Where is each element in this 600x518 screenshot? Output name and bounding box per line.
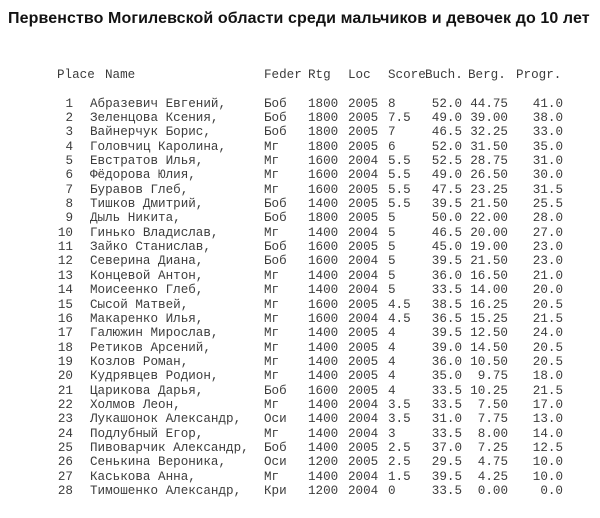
- cell-loc: 2005: [348, 297, 379, 312]
- cell-rtg: 1800: [308, 211, 339, 226]
- cell-feder: Мг: [264, 354, 280, 369]
- cell-berg: 15.25: [470, 311, 508, 326]
- table-row: [0, 168, 600, 182]
- cell-name: Концевой Антон,: [90, 268, 204, 283]
- table-row: [0, 455, 600, 469]
- table-row: [0, 183, 600, 197]
- cell-loc: 2004: [348, 311, 379, 326]
- table-row: [0, 226, 600, 240]
- table-row: [0, 211, 600, 225]
- cell-progr: 21.5: [532, 311, 563, 326]
- table-header-row: [0, 68, 600, 82]
- cell-loc: 2005: [348, 96, 379, 111]
- cell-score: 0: [388, 483, 396, 498]
- cell-buch: 39.5: [431, 469, 462, 484]
- cell-place: 25: [57, 440, 73, 455]
- cell-rtg: 1400: [308, 283, 339, 298]
- table-row: [0, 269, 600, 283]
- cell-berg: 12.50: [470, 326, 508, 341]
- cell-feder: Кри: [264, 483, 287, 498]
- cell-score: 5.5: [388, 168, 411, 183]
- cell-feder: Боб: [264, 96, 287, 111]
- cell-place: 26: [57, 455, 73, 470]
- table-row: [0, 341, 600, 355]
- cell-rtg: 1400: [308, 426, 339, 441]
- cell-berg: 7.25: [477, 440, 508, 455]
- cell-loc: 2005: [348, 383, 379, 398]
- cell-score: 3: [388, 426, 396, 441]
- table-row: [0, 369, 600, 383]
- cell-rtg: 1200: [308, 455, 339, 470]
- cell-name: Козлов Роман,: [90, 354, 189, 369]
- cell-feder: Мг: [264, 426, 280, 441]
- cell-progr: 21.5: [532, 383, 563, 398]
- cell-name: Холмов Леон,: [90, 397, 181, 412]
- cell-loc: 2004: [348, 397, 379, 412]
- cell-progr: 41.0: [532, 96, 563, 111]
- cell-loc: 2005: [348, 455, 379, 470]
- cell-progr: 28.0: [532, 211, 563, 226]
- cell-progr: 18.0: [532, 369, 563, 384]
- cell-place: 8: [65, 197, 73, 212]
- table-row: [0, 283, 600, 297]
- standings-table: [0, 68, 600, 498]
- table-row: [0, 298, 600, 312]
- cell-loc: 2004: [348, 426, 379, 441]
- table-row: [0, 197, 600, 211]
- cell-loc: 2005: [348, 340, 379, 355]
- cell-loc: 2004: [348, 268, 379, 283]
- cell-rtg: 1400: [308, 354, 339, 369]
- cell-feder: Оси: [264, 455, 287, 470]
- cell-name: Пивоварчик Александр,: [90, 440, 249, 455]
- cell-buch: 33.5: [431, 426, 462, 441]
- cell-place: 19: [57, 354, 73, 369]
- cell-score: 5.5: [388, 154, 411, 169]
- table-row: [0, 441, 600, 455]
- cell-berg: 16.50: [470, 268, 508, 283]
- cell-progr: 27.0: [532, 225, 563, 240]
- cell-name: Лукашонок Александр,: [90, 412, 242, 427]
- cell-place: 12: [57, 254, 73, 269]
- cell-name: Кудрявцев Родион,: [90, 369, 219, 384]
- header-buch: Buch.: [425, 68, 463, 82]
- cell-place: 2: [65, 111, 73, 126]
- cell-progr: 31.0: [532, 154, 563, 169]
- cell-feder: Боб: [264, 254, 287, 269]
- table-body: [0, 97, 600, 499]
- cell-berg: 7.50: [477, 397, 508, 412]
- cell-buch: 33.5: [431, 383, 462, 398]
- header-progr: Progr.: [516, 68, 562, 82]
- cell-progr: 23.0: [532, 240, 563, 255]
- cell-berg: 10.25: [470, 383, 508, 398]
- cell-place: 11: [57, 240, 73, 255]
- cell-rtg: 1400: [308, 326, 339, 341]
- cell-score: 8: [388, 96, 396, 111]
- cell-score: 4: [388, 369, 396, 384]
- table-row: [0, 154, 600, 168]
- header-spacer-row: [0, 82, 600, 96]
- cell-score: 2.5: [388, 455, 411, 470]
- cell-loc: 2004: [348, 283, 379, 298]
- cell-rtg: 1400: [308, 268, 339, 283]
- cell-buch: 52.0: [431, 139, 462, 154]
- cell-rtg: 1400: [308, 469, 339, 484]
- cell-buch: 52.0: [431, 96, 462, 111]
- cell-feder: Оси: [264, 412, 287, 427]
- cell-loc: 2004: [348, 254, 379, 269]
- cell-buch: 38.5: [431, 297, 462, 312]
- cell-buch: 46.5: [431, 225, 462, 240]
- cell-score: 4: [388, 340, 396, 355]
- cell-name: Буравов Глеб,: [90, 182, 189, 197]
- table-row: [0, 240, 600, 254]
- cell-berg: 19.00: [470, 240, 508, 255]
- cell-score: 5: [388, 283, 396, 298]
- cell-rtg: 1400: [308, 412, 339, 427]
- cell-place: 18: [57, 340, 73, 355]
- cell-feder: Мг: [264, 297, 280, 312]
- header-score: Score: [388, 68, 426, 82]
- cell-rtg: 1600: [308, 383, 339, 398]
- cell-berg: 28.75: [470, 154, 508, 169]
- cell-rtg: 1400: [308, 397, 339, 412]
- cell-score: 5.5: [388, 197, 411, 212]
- cell-loc: 2005: [348, 125, 379, 140]
- cell-progr: 14.0: [532, 426, 563, 441]
- cell-score: 5: [388, 254, 396, 269]
- cell-buch: 39.5: [431, 326, 462, 341]
- table-row: [0, 97, 600, 111]
- cell-feder: Боб: [264, 211, 287, 226]
- cell-rtg: 1400: [308, 197, 339, 212]
- cell-buch: 50.0: [431, 211, 462, 226]
- cell-berg: 0.00: [477, 483, 508, 498]
- table-row: [0, 427, 600, 441]
- cell-name: Тимошенко Александр,: [90, 483, 242, 498]
- cell-score: 5: [388, 240, 396, 255]
- cell-name: Макаренко Илья,: [90, 311, 204, 326]
- cell-berg: 21.50: [470, 254, 508, 269]
- cell-score: 4: [388, 383, 396, 398]
- cell-name: Гинько Владислав,: [90, 225, 219, 240]
- cell-buch: 35.0: [431, 369, 462, 384]
- table-row: [0, 384, 600, 398]
- table-row: [0, 355, 600, 369]
- cell-score: 3.5: [388, 397, 411, 412]
- cell-progr: 20.5: [532, 340, 563, 355]
- cell-progr: 21.0: [532, 268, 563, 283]
- cell-loc: 2004: [348, 168, 379, 183]
- cell-berg: 20.00: [470, 225, 508, 240]
- cell-berg: 14.50: [470, 340, 508, 355]
- cell-berg: 39.00: [470, 111, 508, 126]
- cell-score: 1.5: [388, 469, 411, 484]
- cell-place: 4: [65, 139, 73, 154]
- cell-loc: 2005: [348, 326, 379, 341]
- cell-name: Зайко Станислав,: [90, 240, 211, 255]
- cell-place: 28: [57, 483, 73, 498]
- table-row: [0, 470, 600, 484]
- cell-buch: 45.0: [431, 240, 462, 255]
- cell-loc: 2005: [348, 182, 379, 197]
- cell-buch: 37.0: [431, 440, 462, 455]
- cell-feder: Боб: [264, 383, 287, 398]
- cell-berg: 9.75: [477, 369, 508, 384]
- cell-buch: 49.0: [431, 111, 462, 126]
- cell-rtg: 1400: [308, 440, 339, 455]
- cell-place: 5: [65, 154, 73, 169]
- cell-place: 15: [57, 297, 73, 312]
- cell-feder: Мг: [264, 225, 280, 240]
- cell-rtg: 1600: [308, 182, 339, 197]
- cell-place: 10: [57, 225, 73, 240]
- cell-score: 4: [388, 354, 396, 369]
- cell-feder: Боб: [264, 125, 287, 140]
- cell-place: 20: [57, 369, 73, 384]
- cell-rtg: 1400: [308, 340, 339, 355]
- cell-score: 5: [388, 211, 396, 226]
- table-row: [0, 484, 600, 498]
- cell-rtg: 1800: [308, 139, 339, 154]
- cell-loc: 2005: [348, 139, 379, 154]
- cell-feder: Мг: [264, 469, 280, 484]
- cell-feder: Мг: [264, 283, 280, 298]
- cell-place: 27: [57, 469, 73, 484]
- cell-rtg: 1200: [308, 483, 339, 498]
- header-loc: Loc: [348, 68, 371, 82]
- cell-score: 4: [388, 326, 396, 341]
- cell-place: 23: [57, 412, 73, 427]
- cell-progr: 30.0: [532, 168, 563, 183]
- table-row: [0, 398, 600, 412]
- cell-buch: 36.0: [431, 268, 462, 283]
- cell-score: 3.5: [388, 412, 411, 427]
- cell-berg: 8.00: [477, 426, 508, 441]
- cell-score: 6: [388, 139, 396, 154]
- cell-progr: 10.0: [532, 469, 563, 484]
- cell-place: 22: [57, 397, 73, 412]
- cell-loc: 2005: [348, 111, 379, 126]
- cell-name: Абразевич Евгений,: [90, 96, 227, 111]
- cell-name: Тишков Дмитрий,: [90, 197, 204, 212]
- cell-place: 21: [57, 383, 73, 398]
- cell-score: 5: [388, 268, 396, 283]
- cell-berg: 7.75: [477, 412, 508, 427]
- cell-rtg: 1600: [308, 254, 339, 269]
- cell-feder: Мг: [264, 154, 280, 169]
- cell-buch: 39.5: [431, 254, 462, 269]
- cell-feder: Мг: [264, 168, 280, 183]
- header-name: Name: [105, 68, 136, 82]
- cell-buch: 33.5: [431, 283, 462, 298]
- header-rtg: Rtg: [308, 68, 331, 82]
- cell-score: 2.5: [388, 440, 411, 455]
- cell-score: 5: [388, 225, 396, 240]
- cell-loc: 2005: [348, 369, 379, 384]
- cell-name: Галюжин Мирослав,: [90, 326, 219, 341]
- table-row: [0, 312, 600, 326]
- cell-feder: Мг: [264, 268, 280, 283]
- table-row: [0, 140, 600, 154]
- cell-berg: 4.25: [477, 469, 508, 484]
- cell-buch: 39.0: [431, 340, 462, 355]
- cell-progr: 24.0: [532, 326, 563, 341]
- cell-berg: 21.50: [470, 197, 508, 212]
- cell-berg: 16.25: [470, 297, 508, 312]
- cell-rtg: 1600: [308, 240, 339, 255]
- cell-buch: 46.5: [431, 125, 462, 140]
- table-row: [0, 125, 600, 139]
- cell-name: Ретиков Арсений,: [90, 340, 211, 355]
- header-feder: Feder: [264, 68, 302, 82]
- cell-name: Головчиц Каролина,: [90, 139, 227, 154]
- cell-place: 17: [57, 326, 73, 341]
- cell-buch: 36.0: [431, 354, 462, 369]
- cell-name: Каськова Анна,: [90, 469, 196, 484]
- cell-score: 5.5: [388, 182, 411, 197]
- cell-progr: 10.0: [532, 455, 563, 470]
- cell-score: 7.5: [388, 111, 411, 126]
- cell-progr: 35.0: [532, 139, 563, 154]
- cell-rtg: 1400: [308, 369, 339, 384]
- cell-name: Сысой Матвей,: [90, 297, 189, 312]
- cell-name: Подлубный Егор,: [90, 426, 204, 441]
- cell-loc: 2004: [348, 483, 379, 498]
- cell-rtg: 1400: [308, 225, 339, 240]
- page-title: Первенство Могилевской области среди мальчиков и девочек до 10 лет: [8, 10, 590, 27]
- cell-progr: 33.0: [532, 125, 563, 140]
- cell-buch: 52.5: [431, 154, 462, 169]
- cell-progr: 20.5: [532, 297, 563, 312]
- cell-berg: 44.75: [470, 96, 508, 111]
- table-row: [0, 111, 600, 125]
- cell-buch: 31.0: [431, 412, 462, 427]
- cell-progr: 23.0: [532, 254, 563, 269]
- cell-name: Вайнерчук Борис,: [90, 125, 211, 140]
- cell-feder: Мг: [264, 311, 280, 326]
- cell-buch: 33.5: [431, 483, 462, 498]
- cell-loc: 2005: [348, 354, 379, 369]
- cell-name: Зеленцова Ксения,: [90, 111, 219, 126]
- cell-progr: 31.5: [532, 182, 563, 197]
- cell-rtg: 1600: [308, 154, 339, 169]
- table-row: [0, 326, 600, 340]
- cell-progr: 38.0: [532, 111, 563, 126]
- cell-buch: 47.5: [431, 182, 462, 197]
- cell-berg: 10.50: [470, 354, 508, 369]
- cell-loc: 2005: [348, 240, 379, 255]
- cell-berg: 31.50: [470, 139, 508, 154]
- cell-feder: Боб: [264, 440, 287, 455]
- cell-feder: Боб: [264, 197, 287, 212]
- cell-buch: 29.5: [431, 455, 462, 470]
- cell-berg: 23.25: [470, 182, 508, 197]
- cell-buch: 33.5: [431, 397, 462, 412]
- cell-place: 6: [65, 168, 73, 183]
- cell-loc: 2004: [348, 225, 379, 240]
- header-place: Place: [57, 68, 95, 82]
- cell-place: 13: [57, 268, 73, 283]
- cell-loc: 2005: [348, 197, 379, 212]
- cell-name: Евстратов Илья,: [90, 154, 204, 169]
- cell-feder: Мг: [264, 397, 280, 412]
- cell-name: Фёдорова Юлия,: [90, 168, 196, 183]
- cell-name: Сенькина Вероника,: [90, 455, 227, 470]
- cell-progr: 20.0: [532, 283, 563, 298]
- cell-berg: 32.25: [470, 125, 508, 140]
- cell-feder: Боб: [264, 240, 287, 255]
- cell-name: Моисеенко Глеб,: [90, 283, 204, 298]
- cell-buch: 49.0: [431, 168, 462, 183]
- cell-place: 7: [65, 182, 73, 197]
- cell-feder: Боб: [264, 111, 287, 126]
- cell-feder: Мг: [264, 326, 280, 341]
- cell-name: Дыль Никита,: [90, 211, 181, 226]
- cell-rtg: 1600: [308, 311, 339, 326]
- cell-feder: Мг: [264, 139, 280, 154]
- cell-rtg: 1800: [308, 96, 339, 111]
- cell-place: 16: [57, 311, 73, 326]
- cell-progr: 13.0: [532, 412, 563, 427]
- table-row: [0, 412, 600, 426]
- cell-score: 7: [388, 125, 396, 140]
- cell-rtg: 1600: [308, 168, 339, 183]
- cell-buch: 36.5: [431, 311, 462, 326]
- cell-feder: Мг: [264, 340, 280, 355]
- cell-place: 9: [65, 211, 73, 226]
- cell-place: 14: [57, 283, 73, 298]
- cell-name: Царикова Дарья,: [90, 383, 204, 398]
- cell-feder: Мг: [264, 369, 280, 384]
- cell-buch: 39.5: [431, 197, 462, 212]
- cell-progr: 25.5: [532, 197, 563, 212]
- cell-progr: 20.5: [532, 354, 563, 369]
- cell-place: 3: [65, 125, 73, 140]
- cell-loc: 2004: [348, 154, 379, 169]
- cell-rtg: 1800: [308, 111, 339, 126]
- cell-progr: 12.5: [532, 440, 563, 455]
- cell-loc: 2005: [348, 211, 379, 226]
- cell-score: 4.5: [388, 297, 411, 312]
- cell-loc: 2004: [348, 412, 379, 427]
- cell-score: 4.5: [388, 311, 411, 326]
- cell-rtg: 1600: [308, 297, 339, 312]
- cell-berg: 4.75: [477, 455, 508, 470]
- table-row: [0, 254, 600, 268]
- cell-place: 24: [57, 426, 73, 441]
- cell-place: 1: [65, 96, 73, 111]
- cell-loc: 2005: [348, 440, 379, 455]
- cell-rtg: 1800: [308, 125, 339, 140]
- cell-berg: 22.00: [470, 211, 508, 226]
- header-berg: Berg.: [468, 68, 506, 82]
- cell-berg: 26.50: [470, 168, 508, 183]
- cell-progr: 17.0: [532, 397, 563, 412]
- cell-loc: 2004: [348, 469, 379, 484]
- cell-feder: Мг: [264, 182, 280, 197]
- cell-progr: 0.0: [540, 483, 563, 498]
- cell-name: Северина Диана,: [90, 254, 204, 269]
- cell-berg: 14.00: [470, 283, 508, 298]
